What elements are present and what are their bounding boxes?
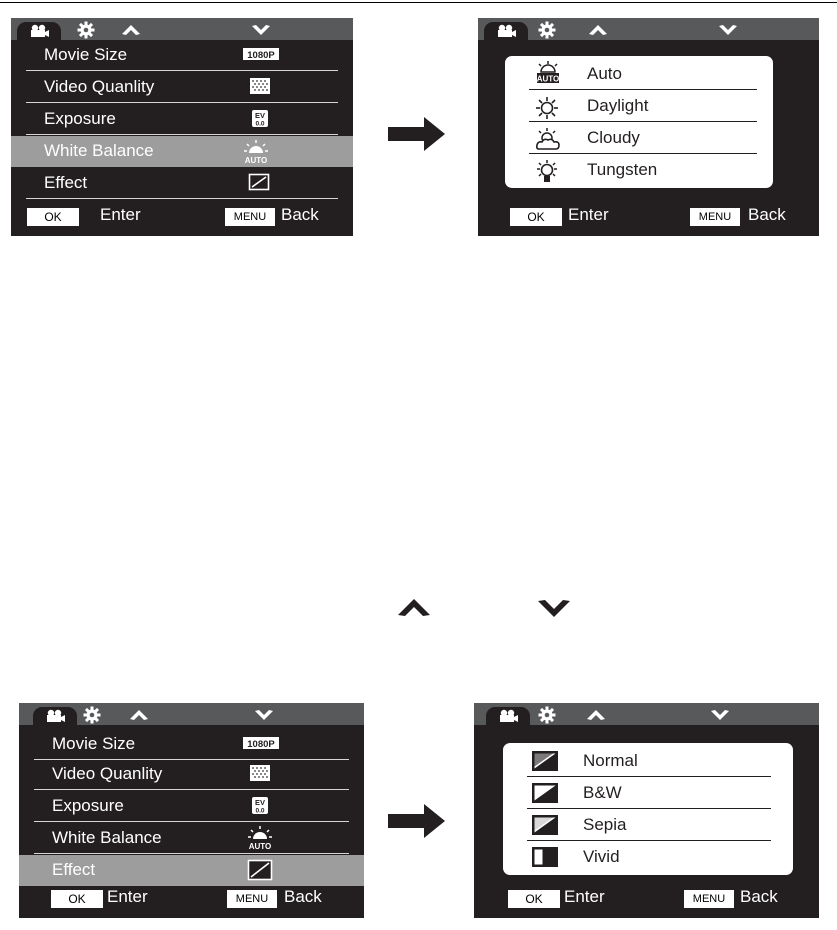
- menu-item-exposure[interactable]: [34, 791, 349, 822]
- svg-text:AUTO: AUTO: [244, 156, 268, 165]
- menu-item-label: Video Quanlity: [44, 77, 155, 96]
- white-balance-options-panel: [505, 56, 773, 188]
- softkey-footer: [19, 882, 364, 918]
- cloudy-icon: [535, 128, 561, 152]
- wb-option-label: Cloudy: [587, 128, 640, 147]
- svg-text:EV: EV: [254, 798, 266, 807]
- menu-key-label: Back: [748, 205, 786, 224]
- tab-bar: [474, 703, 819, 725]
- resolution-1080p-icon: [242, 734, 280, 752]
- menu-item-label: Movie Size: [52, 734, 136, 753]
- wb-option-label: Daylight: [587, 96, 649, 115]
- menu-key[interactable]: MENU: [690, 208, 740, 226]
- wb-auto-icon: [535, 61, 561, 85]
- tab-settings[interactable]: [538, 21, 556, 39]
- transition-arrow: [388, 116, 446, 152]
- tab-settings[interactable]: [77, 21, 95, 39]
- white-balance-auto-icon: [246, 825, 274, 851]
- svg-text:0.0: 0.0: [255, 120, 265, 128]
- tab-settings[interactable]: [538, 706, 556, 724]
- video-camera-icon: [44, 709, 66, 723]
- menu-item-white-balance-selected[interactable]: [11, 136, 353, 167]
- effect-submenu-screen: [474, 703, 819, 918]
- video-camera-icon: [495, 24, 517, 38]
- effect-options-panel: [503, 743, 793, 875]
- chevron-up-icon: [397, 598, 431, 618]
- menu-item-label: Video Quanlity: [52, 764, 163, 783]
- ok-key-label: Enter: [568, 205, 609, 224]
- wb-option-label: Tungsten: [587, 160, 658, 179]
- effect-option-sepia[interactable]: [527, 809, 771, 841]
- menu-key[interactable]: MENU: [225, 208, 275, 226]
- chevron-down-icon: [254, 709, 274, 721]
- gear-icon: [538, 21, 556, 39]
- wb-option-daylight[interactable]: [529, 90, 757, 122]
- softkey-footer: [478, 200, 819, 236]
- tab-bar: [11, 18, 353, 40]
- wb-option-label: Auto: [587, 64, 622, 83]
- page-top-rule: [0, 2, 837, 3]
- menu-key[interactable]: MENU: [684, 890, 734, 908]
- tab-bar: [478, 18, 819, 40]
- nav-up-button[interactable]: [121, 24, 141, 36]
- menu-item-video-quality[interactable]: [34, 759, 349, 790]
- transition-arrow: [388, 803, 446, 839]
- wb-option-tungsten[interactable]: [529, 154, 757, 186]
- exposure-ev-icon: [250, 109, 270, 129]
- effect-bw-icon: [531, 782, 559, 804]
- ok-key-label: Enter: [107, 887, 148, 906]
- menu-screen-white-balance-selected: [11, 18, 353, 236]
- video-camera-icon: [497, 709, 519, 723]
- ok-key[interactable]: OK: [51, 890, 103, 908]
- menu-item-movie-size[interactable]: [34, 729, 349, 760]
- nav-down-button[interactable]: [710, 709, 730, 721]
- effect-option-label: Normal: [583, 751, 638, 770]
- ok-key-label: Enter: [564, 887, 605, 906]
- quality-grid-icon: [249, 77, 271, 95]
- menu-item-label: White Balance: [52, 828, 162, 847]
- menu-key-label: Back: [740, 887, 778, 906]
- chevron-down-icon: [537, 598, 571, 618]
- quality-grid-icon: [249, 764, 271, 782]
- white-balance-submenu-screen: [478, 18, 819, 236]
- nav-up-button[interactable]: [588, 24, 608, 36]
- resolution-1080p-icon: [242, 45, 280, 63]
- menu-item-white-balance[interactable]: [34, 823, 349, 854]
- menu-key-label: Back: [284, 887, 322, 906]
- effect-icon: [247, 859, 273, 881]
- chevron-down-icon: [251, 24, 271, 36]
- tab-video[interactable]: [33, 707, 77, 725]
- ok-key[interactable]: OK: [510, 208, 562, 226]
- svg-text:1080P: 1080P: [247, 739, 275, 750]
- menu-item-video-quality[interactable]: [26, 72, 338, 103]
- effect-vivid-icon: [531, 846, 559, 868]
- menu-screen-effect-selected: [19, 703, 364, 918]
- gear-icon: [77, 21, 95, 39]
- menu-item-exposure[interactable]: [26, 104, 338, 135]
- gear-icon: [83, 706, 101, 724]
- effect-option-normal[interactable]: [527, 745, 771, 777]
- nav-down-button[interactable]: [254, 709, 274, 721]
- nav-up-button[interactable]: [129, 709, 149, 721]
- svg-text:1080P: 1080P: [247, 50, 275, 61]
- nav-up-button[interactable]: [586, 709, 606, 721]
- svg-text:AUTO: AUTO: [536, 74, 560, 84]
- menu-item-label: Movie Size: [44, 45, 128, 64]
- effect-option-bw[interactable]: [527, 777, 771, 809]
- effect-sepia-icon: [531, 814, 559, 836]
- effect-option-vivid[interactable]: [527, 841, 771, 873]
- effect-option-label: Sepia: [583, 815, 627, 834]
- menu-item-label: Effect: [44, 173, 88, 192]
- effect-normal-icon: [531, 750, 559, 772]
- menu-item-label: Effect: [52, 860, 96, 879]
- tab-bar: [19, 703, 364, 725]
- menu-key-label: Back: [281, 205, 319, 224]
- ok-key[interactable]: OK: [27, 208, 79, 226]
- tab-video[interactable]: [17, 22, 61, 40]
- chevron-up-icon: [588, 24, 608, 36]
- softkey-footer: [11, 200, 353, 236]
- menu-item-effect[interactable]: [26, 168, 338, 199]
- tab-video[interactable]: [484, 22, 528, 40]
- wb-option-auto[interactable]: [529, 58, 757, 90]
- menu-item-label: Exposure: [52, 796, 124, 815]
- tab-settings[interactable]: [83, 706, 101, 724]
- wb-option-cloudy[interactable]: [529, 122, 757, 154]
- menu-item-movie-size[interactable]: [26, 40, 338, 71]
- chevron-down-icon: [718, 24, 738, 36]
- sun-icon: [535, 96, 559, 120]
- effect-icon: [248, 173, 270, 191]
- tungsten-bulb-icon: [535, 160, 559, 184]
- effect-option-label: Vivid: [583, 847, 620, 866]
- svg-text:EV: EV: [254, 111, 266, 120]
- chevron-down-icon: [710, 709, 730, 721]
- ok-key-label: Enter: [100, 205, 141, 224]
- svg-text:AUTO: AUTO: [248, 842, 272, 851]
- ok-key[interactable]: OK: [508, 890, 560, 908]
- tab-video[interactable]: [486, 707, 530, 725]
- menu-key[interactable]: MENU: [227, 890, 277, 908]
- video-camera-icon: [28, 24, 50, 38]
- white-balance-auto-icon: [242, 139, 270, 165]
- exposure-ev-icon: [250, 796, 270, 816]
- effect-option-label: B&W: [583, 783, 622, 802]
- chevron-up-icon: [121, 24, 141, 36]
- chevron-up-icon: [586, 709, 606, 721]
- chevron-up-icon: [129, 709, 149, 721]
- softkey-footer: [474, 882, 819, 918]
- menu-item-label: White Balance: [44, 141, 154, 160]
- nav-down-button[interactable]: [718, 24, 738, 36]
- gear-icon: [538, 706, 556, 724]
- nav-down-button[interactable]: [251, 24, 271, 36]
- menu-item-label: Exposure: [44, 109, 116, 128]
- svg-text:0.0: 0.0: [255, 807, 265, 815]
